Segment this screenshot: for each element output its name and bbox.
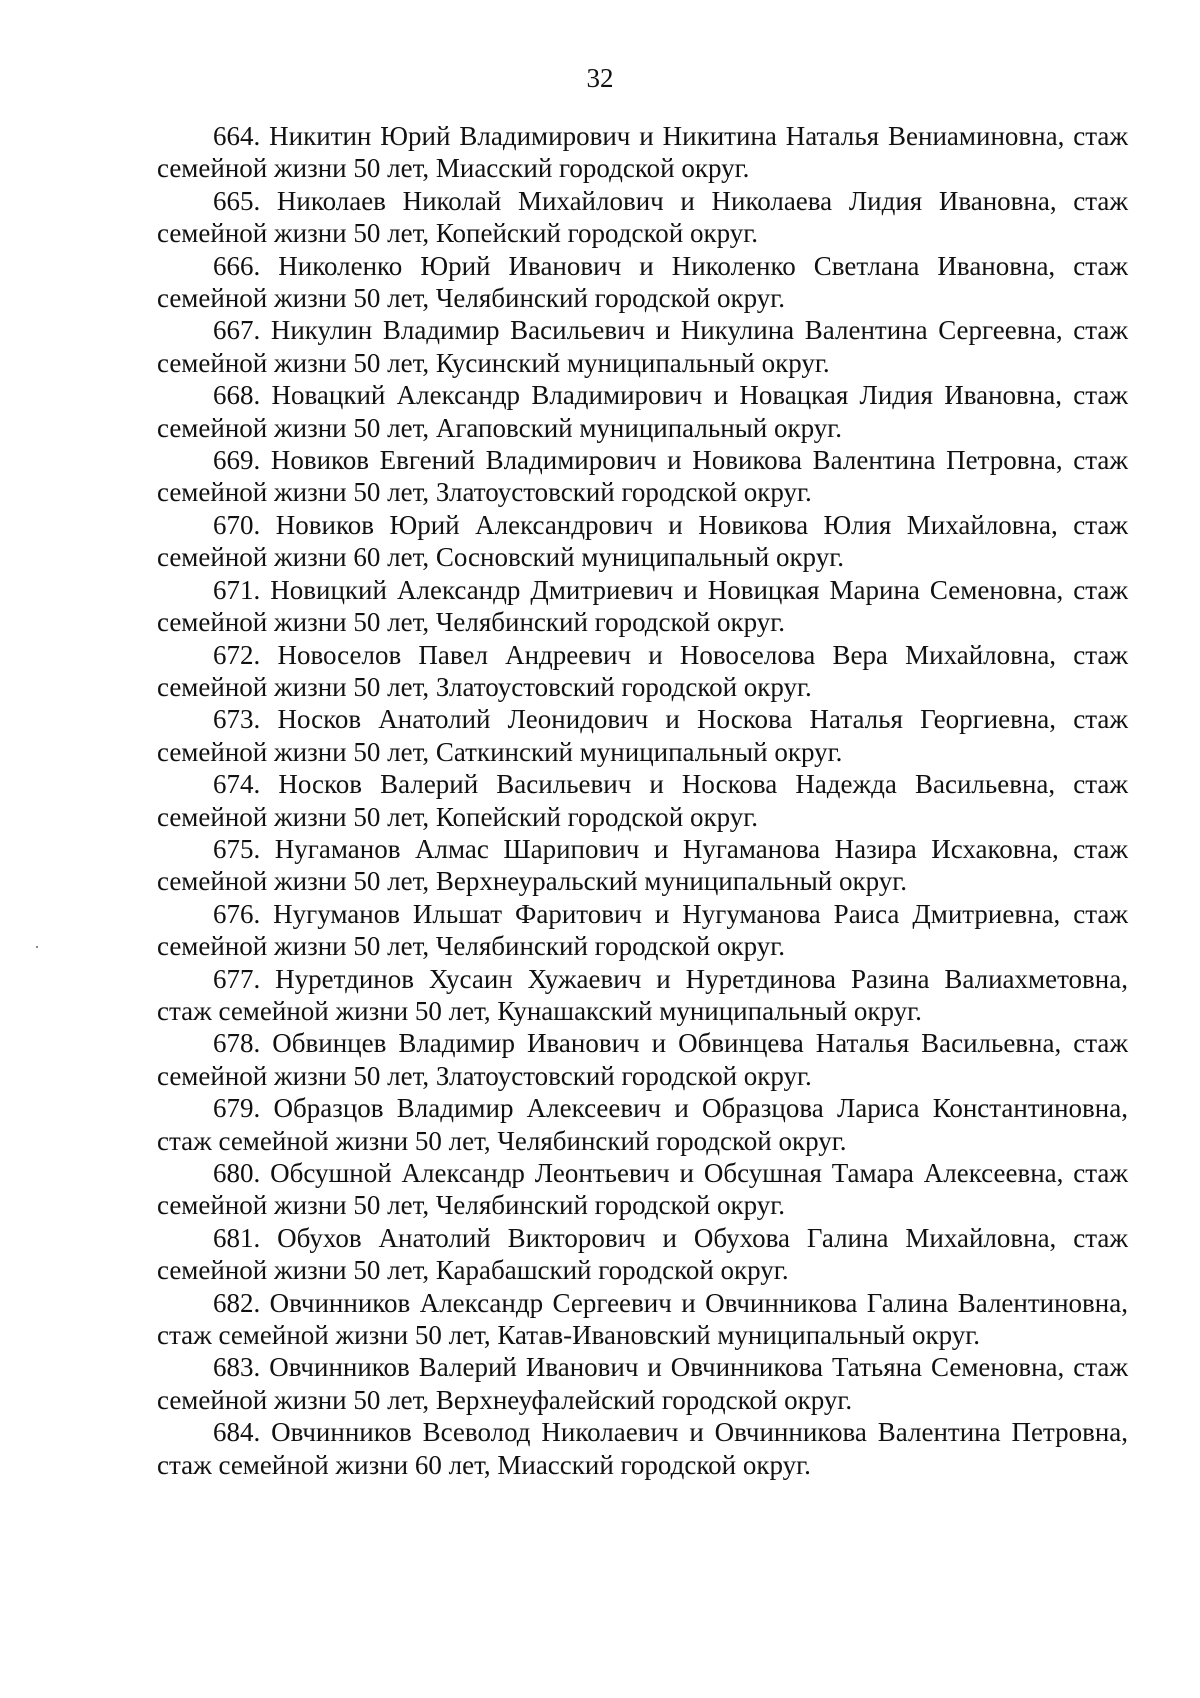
list-item: 680. Обсушной Александр Леонтьевич и Обсушная Тамара Алексеевна, стаж семейной жизни 50 лет, Челябинский городской округ. xyxy=(157,1158,1128,1221)
list-item: 666. Николенко Юрий Иванович и Николенко Светлана Ивановна, стаж семейной жизни 50 лет, Челябинский городской округ. xyxy=(157,250,1128,314)
list-item: 675. Нугаманов Алмас Шарипович и Нугаманова Назира Исхаковна, стаж семейной жизни 50 лет, Верхнеуральский муниципальный округ. xyxy=(157,833,1128,897)
list-item: 667. Никулин Владимир Васильевич и Никулина Валентина Сергеевна, стаж семейной жизни 50 лет, Кусинский муниципальный округ. xyxy=(157,315,1128,378)
list-item: 672. Новоселов Павел Андреевич и Новоселова Вера Михайловна, стаж семейной жизни 50 лет, Златоустовский городской округ. xyxy=(157,639,1128,702)
list-item: 670. Новиков Юрий Александрович и Новикова Юлия Михайловна, стаж семейной жизни 60 лет, Сосновский муниципальный округ. xyxy=(157,509,1128,573)
page-number: 32 xyxy=(586,63,614,93)
scan-speck xyxy=(36,946,38,948)
list-item: 679. Образцов Владимир Алексеевич и Образцова Лариса Константиновна, стаж семейной жизни 50 лет, Челябинский городской округ. xyxy=(157,1093,1128,1156)
list-item: 676. Нугуманов Ильшат Фаритович и Нугуманова Раиса Дмитриевна, стаж семейной жизни 50 лет, Челябинский городской округ. xyxy=(157,898,1128,962)
entry-list xyxy=(157,120,1128,1481)
list-item: 683. Овчинников Валерий Иванович и Овчинникова Татьяна Семеновна, стаж семейной жизни 50 лет, Верхнеуфалейский городской округ. xyxy=(157,1352,1128,1415)
list-item: 677. Нуретдинов Хусаин Хужаевич и Нуретдинова Разина Валиахметовна, стаж семейной жизни 50 лет, Кунашакский муниципальный округ. xyxy=(157,963,1128,1026)
list-item: 669. Новиков Евгений Владимирович и Новикова Валентина Петровна, стаж семейной жизни 50 лет, Златоустовский городской округ. xyxy=(157,445,1128,508)
list-item: 664. Никитин Юрий Владимирович и Никитина Наталья Вениаминовна, стаж семейной жизни 50 лет, Миасский городской округ. xyxy=(157,121,1128,184)
list-item: 684. Овчинников Всеволод Николаевич и Овчинникова Валентина Петровна, стаж семейной жизни 60 лет, Миасский городской округ. xyxy=(157,1417,1128,1480)
list-item: 682. Овчинников Александр Сергеевич и Овчинникова Галина Валентиновна, стаж семейной жизни 50 лет, Катав-Ивановский муниципальный округ. xyxy=(157,1287,1128,1351)
list-item: 674. Носков Валерий Васильевич и Носкова Надежда Васильевна, стаж семейной жизни 50 лет, Копейский городской округ. xyxy=(157,769,1128,832)
list-item: 671. Новицкий Александр Дмитриевич и Новицкая Марина Семеновна, стаж семейной жизни 50 лет, Челябинский городской округ. xyxy=(157,574,1128,638)
list-item: 665. Николаев Николай Михайлович и Николаева Лидия Ивановна, стаж семейной жизни 50 лет, Копейский городской округ. xyxy=(157,185,1128,249)
list-item: 668. Новацкий Александр Владимирович и Новацкая Лидия Ивановна, стаж семейной жизни 50 лет, Агаповский муниципальный округ. xyxy=(157,380,1128,443)
list-item: 678. Обвинцев Владимир Иванович и Обвинцева Наталья Васильевна, стаж семейной жизни 50 лет, Златоустовский городской округ. xyxy=(157,1028,1128,1091)
list-item: 681. Обухов Анатолий Викторович и Обухова Галина Михайловна, стаж семейной жизни 50 лет, Карабашский городской округ. xyxy=(157,1222,1128,1286)
list-item: 673. Носков Анатолий Леонидович и Носкова Наталья Георгиевна, стаж семейной жизни 50 лет, Саткинский муниципальный округ. xyxy=(157,704,1128,767)
